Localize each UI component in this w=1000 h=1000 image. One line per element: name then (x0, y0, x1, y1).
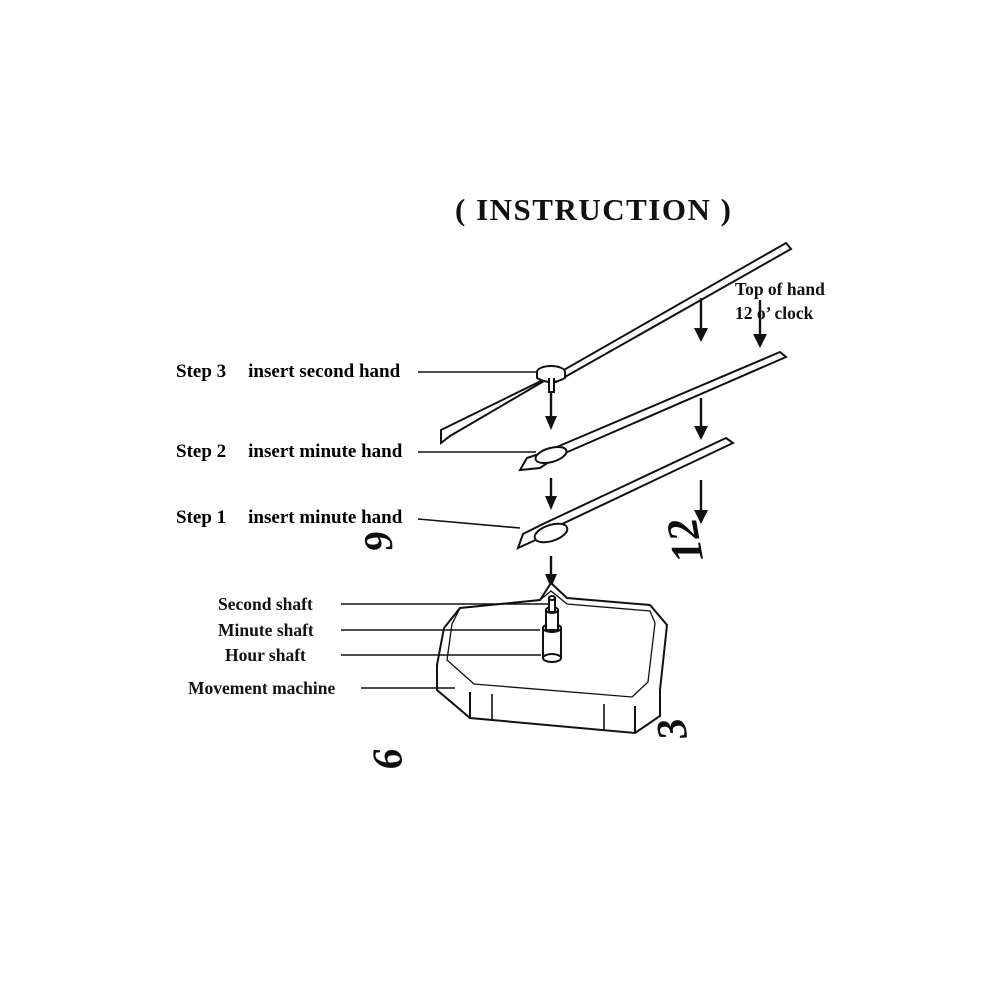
page-title: ( INSTRUCTION ) (455, 192, 733, 227)
step-row-3 (176, 361, 400, 383)
step-3-number: Step 3 (176, 361, 227, 382)
top-of-hand-line2: 12 o’ clock (735, 302, 814, 323)
step-1-text: insert minute hand (248, 507, 403, 528)
top-of-hand-note (735, 278, 825, 325)
movement-machine-illustration (437, 583, 667, 733)
step-3-text: insert second hand (248, 361, 401, 382)
assembly-arrow-icon (545, 392, 557, 588)
label-movement-machine: Movement machine (188, 678, 336, 698)
label-second-shaft: Second shaft (218, 594, 313, 614)
clock-numeral-3: 3 (648, 714, 697, 744)
step-row-1 (176, 507, 402, 529)
step-2-number: Step 2 (176, 441, 227, 462)
second-hand-illustration (441, 243, 791, 443)
step-1-number: Step 1 (176, 507, 227, 528)
label-minute-shaft: Minute shaft (218, 620, 314, 640)
clock-numeral-9: 9 (354, 528, 402, 555)
step-row-2 (176, 441, 402, 463)
top-of-hand-line1: Top of hand (735, 279, 825, 299)
clock-numeral-12: 12 (657, 514, 713, 567)
clock-numeral-6: 6 (364, 746, 413, 772)
step-2-text: insert minute hand (248, 441, 403, 462)
label-hour-shaft: Hour shaft (225, 645, 306, 665)
top-of-hand-arrow-icon (694, 298, 767, 524)
